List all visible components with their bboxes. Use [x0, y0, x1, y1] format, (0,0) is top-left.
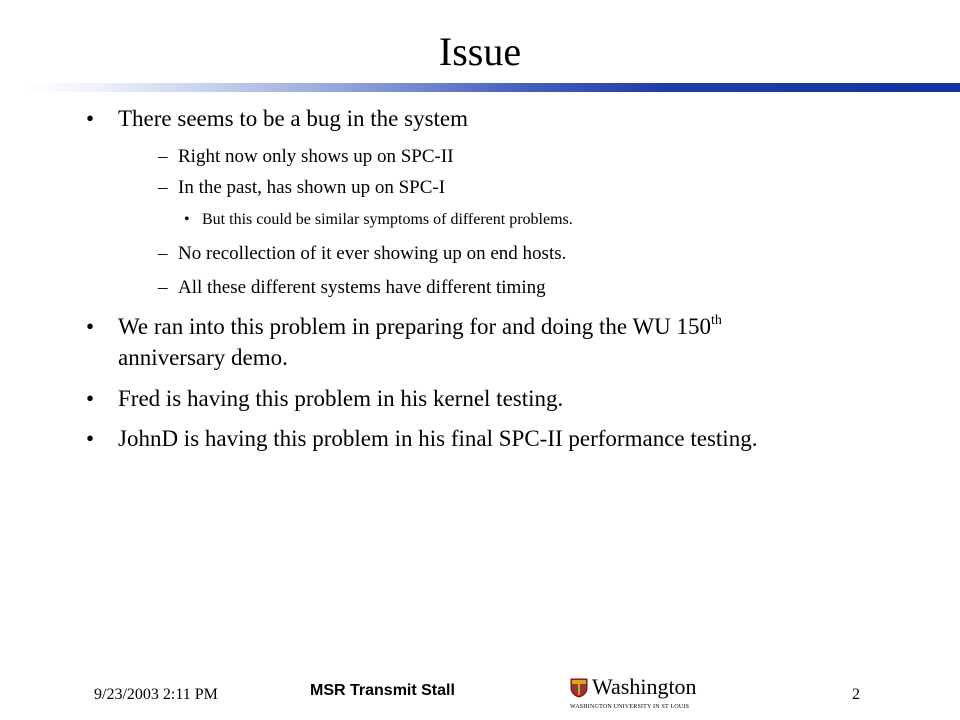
bullet-text-part1: We ran into this problem in preparing for and doing the WU 150 [118, 314, 712, 339]
page-number: 2 [852, 686, 860, 703]
shield-icon [570, 678, 588, 698]
bullet-symbol: • [86, 314, 95, 339]
logo-subtitle: WASHINGTON UNIVERSITY IN ST LOUIS [570, 704, 690, 710]
slide-title: Issue [438, 29, 522, 74]
university-logo [570, 676, 730, 716]
bullet-text: Fred is having this problem in his kernel testing. [118, 386, 564, 411]
bullet-text: There seems to be a bug in the system [118, 106, 469, 131]
subbullet-text: All these different systems have different timing [178, 277, 546, 298]
bullet-symbol: • [184, 211, 190, 228]
dash-symbol: – [158, 177, 168, 198]
superscript-th: th [711, 313, 722, 328]
bullet-symbol: • [86, 426, 95, 451]
bullet-symbol: • [86, 106, 95, 131]
bullet-text-line2: anniversary demo. [118, 345, 288, 370]
dash-symbol: – [158, 243, 168, 264]
bullet-symbol: • [86, 386, 95, 411]
subsubbullet-text: But this could be similar symptoms of different problems. [202, 211, 573, 228]
subbullet-text: No recollection of it ever showing up on end hosts. [178, 243, 567, 264]
footer-title: MSR Transmit Stall [310, 682, 455, 699]
dash-symbol: – [158, 277, 168, 298]
subbullet-text: In the past, has shown up on SPC-I [178, 177, 446, 198]
bullet-text: JohnD is having this problem in his final SPC-II performance testing. [118, 426, 758, 451]
footer-date: 9/23/2003 2:11 PM [94, 686, 218, 703]
subbullet-text: Right now only shows up on SPC-II [178, 146, 454, 167]
dash-symbol: – [158, 146, 168, 167]
bullet-text [118, 312, 908, 342]
logo-name: Washington [592, 674, 697, 699]
